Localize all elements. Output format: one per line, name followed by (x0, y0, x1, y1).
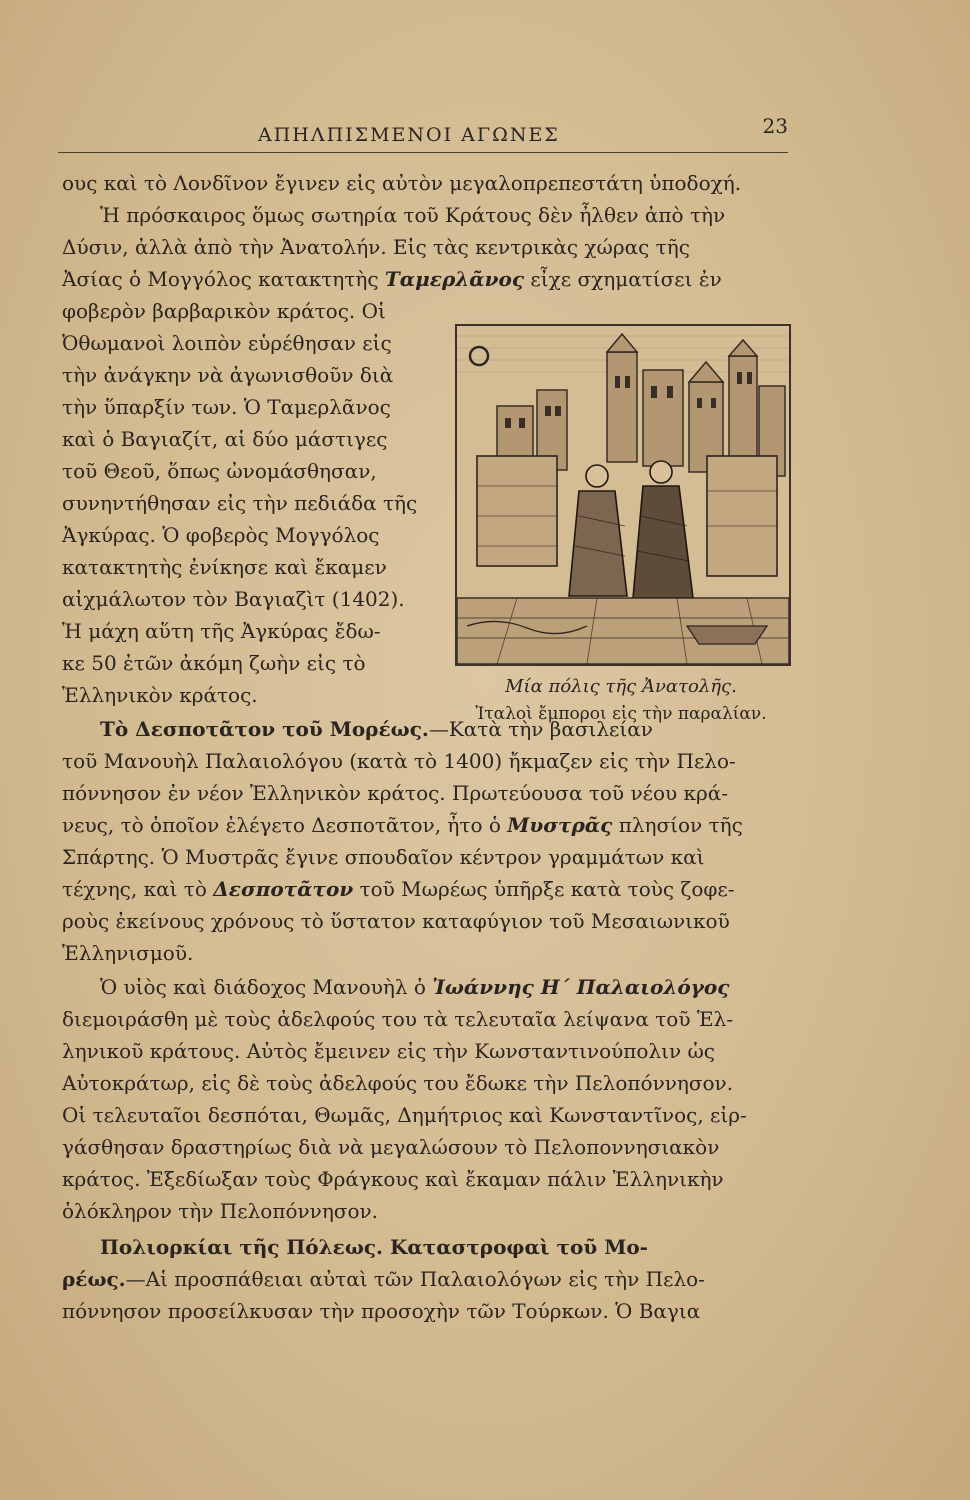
text-line: Σπάρτης. Ὁ Μυστρᾶς ἔγινε σπουδαῖον κέντρον γραμμάτων καὶ (62, 845, 705, 869)
emphasis-name: Δεσποτᾶτον (213, 877, 354, 901)
text-line: φοβερὸν βαρβαρικὸν κράτος. Οἱ (62, 299, 386, 323)
text-line: πόννησον προσείλκυσαν τὴν προσοχὴν τῶν Τούρκων. Ὁ Βαγια (62, 1299, 701, 1323)
text-line: τέχνης, καὶ τὸ Δεσποτᾶτον τοῦ Μωρέως ὑπῆρξε κατὰ τοὺς ζοφε- (62, 877, 735, 901)
text-line: κράτος. Ἐξεδίωξαν τοὺς Φράγκους καὶ ἔκαμαν πάλιν Ἑλληνικὴν (62, 1167, 724, 1191)
text-line: τὴν ὕπαρξίν των. Ὁ Ταμερλᾶνος (62, 395, 391, 419)
text-line: ληνικοῦ κράτους. Αὐτὸς ἔμεινεν εἰς τὴν Κωνσταντινούπολιν ὡς (62, 1039, 715, 1063)
running-title: ΑΠΗΛΠΙΣΜΕΝΟΙ ΑΓΩΝΕΣ (258, 124, 560, 146)
text-line (100, 1232, 848, 1262)
figure-caption-subtitle: Ἰταλοὶ ἔμποροι εἰς τὴν παραλίαν. (475, 704, 767, 724)
text-line: Ἑλληνικὸν κράτος. (62, 683, 258, 707)
text-line: πόννησον ἐν νέον Ἑλληνικὸν κράτος. Πρωτεύουσα τοῦ νέου κρά- (62, 781, 729, 805)
text-line: Ἀσίας ὁ Μογγόλος κατακτητὴς Ταμερλᾶνος εἶχε σχηματίσει ἐν (62, 267, 722, 291)
text-line: ὁλόκληρον τὴν Πελοπόννησον. (62, 1199, 379, 1223)
text-line: Οἱ τελευταῖοι δεσπόται, Θωμᾶς, Δημήτριος καὶ Κωνσταντῖνος, εἰρ- (62, 1103, 747, 1127)
text-line: Ἀγκύρας. Ὁ φοβερὸς Μογγόλος (62, 523, 380, 547)
text-line: Δύσιν, ἀλλὰ ἀπὸ τὴν Ἀνατολήν. Εἰς τὰς κεντρικὰς χώρας τῆς (62, 235, 690, 259)
text-line: Τὸ Δεσποτᾶτον τοῦ Μορέως.—Κατὰ τὴν βασιλείαν (100, 717, 653, 741)
figure-caption-title: Μία πόλις τῆς Ἀνατολῆς. (505, 676, 737, 697)
text-line: τὴν ἀνάγκην νὰ ἀγωνισθοῦν διὰ (62, 363, 394, 387)
text-line: διεμοιράσθη μὲ τοὺς ἀδελφούς του τὰ τελευταῖα λείψανα τοῦ Ἑλ- (62, 1007, 734, 1031)
text-line: Ἑλληνισμοῦ. (62, 941, 194, 965)
page-number: 23 (762, 114, 788, 138)
text-line: συνηντήθησαν εἰς τὴν πεδιάδα τῆς (62, 491, 418, 515)
text-line: τοῦ Θεοῦ, ὅπως ὠνομάσθησαν, (62, 459, 377, 483)
text-line: Ἡ πρόσκαιρος ὅμως σωτηρία τοῦ Κράτους δὲν ἦλθεν ἀπὸ τὴν (100, 203, 726, 227)
text-line: Ἡ μάχη αὕτη τῆς Ἀγκύρας ἔδω- (62, 619, 381, 643)
text-line: ρέως.—Αἱ προσπάθειαι αὐταὶ τῶν Παλαιολόγων εἰς τὴν Πελο- (62, 1267, 705, 1291)
text-line: κε 50 ἐτῶν ἀκόμη ζωὴν εἰς τὸ (62, 651, 366, 675)
emphasis-name: Ἰωάννης Η΄ Παλαιολόγος (432, 975, 730, 999)
section-heading: ρέως. (62, 1267, 126, 1291)
section-heading: Τὸ Δεσποτᾶτον τοῦ Μορέως. (100, 717, 429, 741)
emphasis-name: Μυστρᾶς (507, 813, 613, 837)
text-line: Ὁ υἱὸς καὶ διάδοχος Μανουὴλ ὁ Ἰωάννης Η΄ Παλαιολόγος (100, 975, 730, 999)
text-line: Αὐτοκράτωρ, εἰς δὲ τοὺς ἀδελφούς του ἔδωκε τὴν Πελοπόννησον. (62, 1071, 734, 1095)
text-line: ροὺς ἐκείνους χρόνους τὸ ὕστατον καταφύγιον τοῦ Μεσαιωνικοῦ (62, 909, 730, 933)
text-line: Ὀθωμανοὶ λοιπὸν εὑρέθησαν εἰς (62, 331, 392, 355)
text-line: γάσθησαν δραστηρίως διὰ νὰ μεγαλώσουν τὸ Πελοποννησιακὸν (62, 1135, 720, 1159)
text-line: καὶ ὁ Βαγιαζίτ, αἱ δύο μάστιγες (62, 427, 388, 451)
woodcut-illustration (455, 324, 791, 666)
text-line: τοῦ Μανουὴλ Παλαιολόγου (κατὰ τὸ 1400) ἤκμαζεν εἰς τὴν Πελο- (62, 749, 736, 773)
page-header (58, 112, 788, 153)
section-heading: Πολιορκίαι τῆς Πόλεως. Καταστροφαὶ τοῦ Μο- (100, 1235, 648, 1259)
text-line: νευς, τὸ ὁποῖον ἐλέγετο Δεσποτᾶτον, ἦτο ὁ Μυστρᾶς πλησίον τῆς (62, 813, 743, 837)
text-line: ους καὶ τὸ Λονδῖνον ἔγινεν εἰς αὐτὸν μεγαλοπρεπεστάτη ὑποδοχή. (62, 171, 742, 195)
emphasis-name: Ταμερλᾶνος (384, 267, 525, 291)
text-line: κατακτητὴς ἐνίκησε καὶ ἔκαμεν (62, 555, 387, 579)
text-line: αἰχμάλωτον τὸν Βαγιαζὶτ (1402). (62, 587, 405, 611)
city-scene-illustration (457, 326, 789, 664)
